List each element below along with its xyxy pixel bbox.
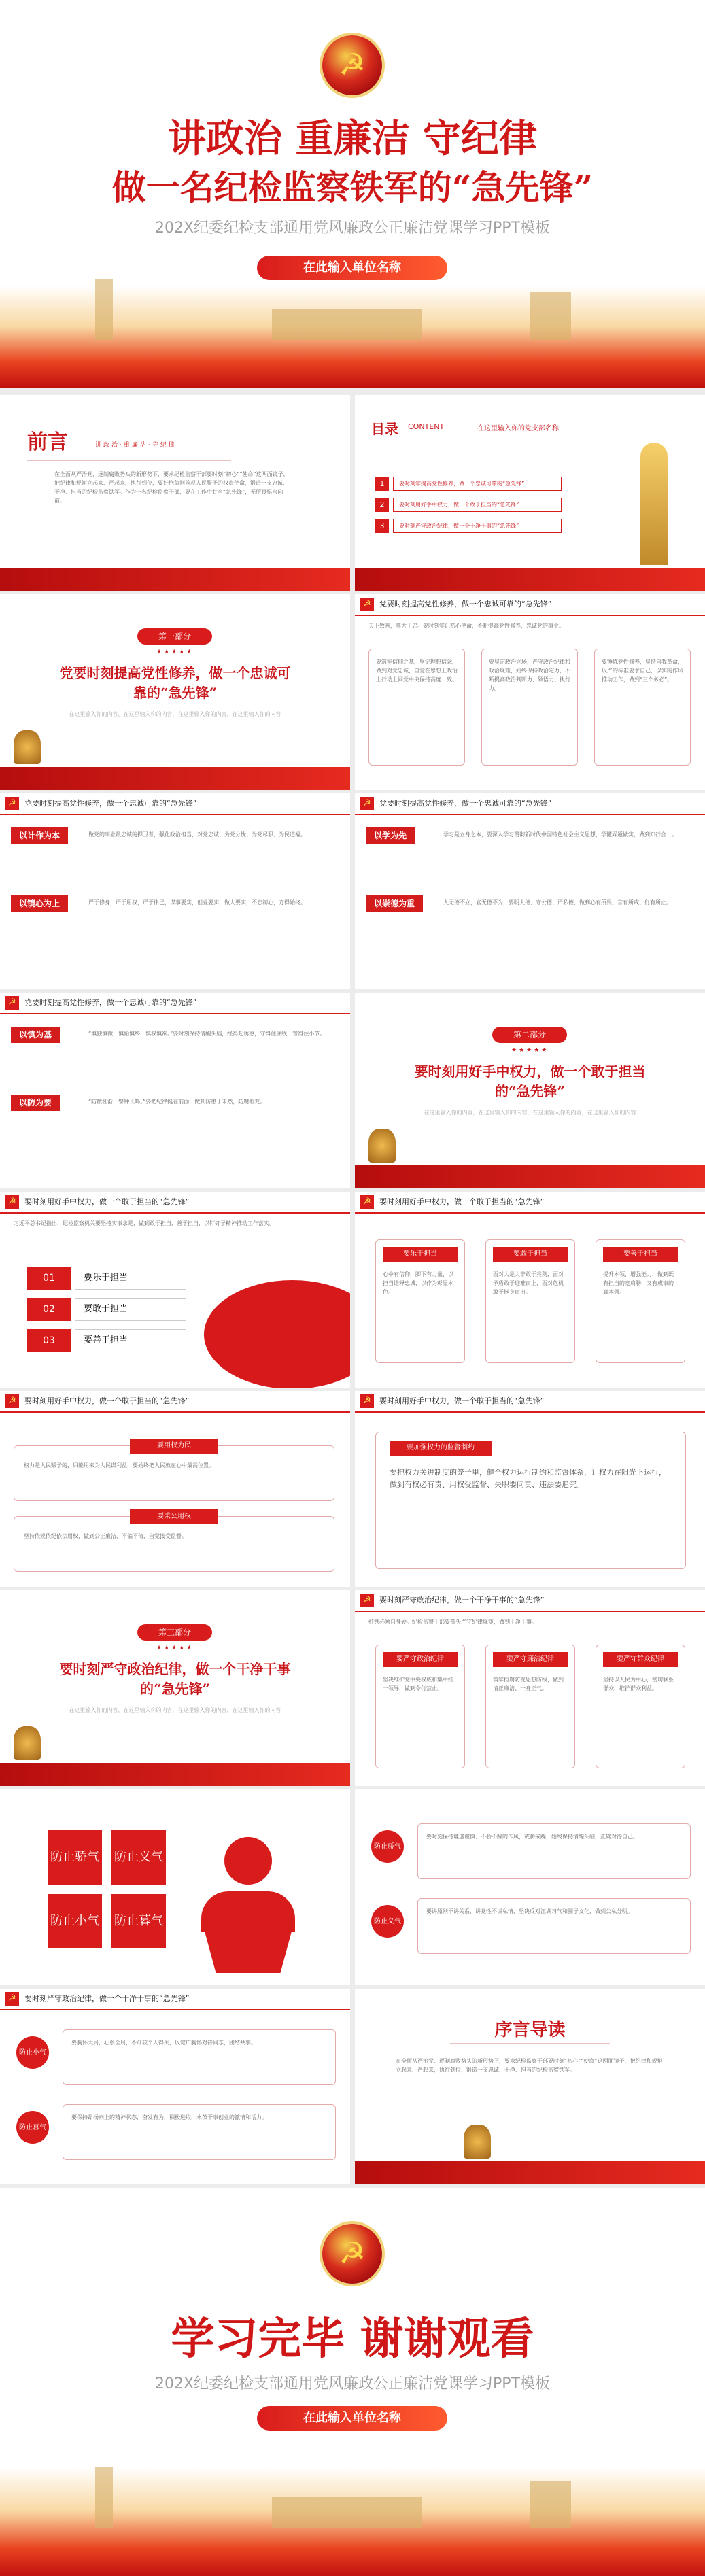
divider [27, 460, 231, 461]
slide-part2[interactable] [355, 993, 705, 1188]
guard-circle: 防止暮气 [16, 2111, 49, 2144]
slide-intro: 打铁必须自身硬。纪检监察干部要带头严守纪律规矩，做到干净干事。 [368, 1619, 537, 1625]
section-tag: 以计作为本 [11, 827, 68, 844]
section-tag: 以慎为基 [11, 1027, 60, 1043]
section-text: 做党的事业最忠诚的捍卫者，强化政治担当，对党忠诚、为党分忧、为党尽职、为民造福。 [88, 831, 306, 838]
divider [450, 2043, 610, 2044]
reading-title: 序言导读 [494, 2020, 566, 2040]
party-emblem-icon: ☭ [5, 1195, 19, 1209]
content-box: 要秉公用权 坚持依规依纪依法用权，做到公正廉洁、不偏不倚，自觉接受监督。 [14, 1516, 334, 1572]
slide-header: ☭ 要时刻用好手中权力，做一个敢于担当的“急先锋” [0, 1391, 350, 1413]
part-label: 第二部分 [492, 1027, 567, 1043]
guard-circle: 防止义气 [371, 1905, 404, 1938]
section-tag: 以学为先 [366, 827, 415, 844]
toc-item[interactable]: 3 要时刻严守政治纪律，做一个干净干事的“急先锋” [375, 519, 562, 533]
item-label: 要善于担当 [75, 1329, 186, 1352]
slide-part1[interactable] [0, 594, 350, 790]
red-ribbon [0, 767, 350, 790]
stone-lion-icon [14, 1726, 41, 1760]
cover-slide[interactable] [0, 0, 705, 388]
red-ribbon [0, 1763, 350, 1786]
huabiao-pillar-icon [640, 443, 668, 565]
podium-icon [194, 1925, 302, 1973]
preface-body: 在全面从严治党、逐制腐败势头的新形势下，要求纪检监察干部要时刻“初心”“使命”这两面镜子，把纪律和规矩立起来、严起来，执行到位，要好抱负则首观人民服予的权责使命，锻造一支忠诚、干净、担当的纪检监察铁军。作为一名纪检监察干部，要在工作中甘当“急先锋”，无所畏惧永向前。 [54, 471, 289, 504]
stars-decoration: ★★★★★ [511, 1047, 549, 1054]
content-box: 要胸怀大局，心系全局，不计较个人得失，以宽广胸怀对待同志，团结共事。 [63, 2029, 336, 2085]
cover-unit-pill: 在此输入单位名称 [257, 256, 447, 280]
party-emblem-icon: ☭ [360, 797, 374, 810]
slide-header: ☭ 党要时刻提高党性修养，做一个忠诚可靠的“急先锋” [355, 793, 705, 815]
section-tag: 以镜心为上 [11, 895, 68, 912]
item-number: 02 [27, 1298, 71, 1321]
slide-guards-detail-b[interactable] [0, 1989, 350, 2184]
end-subtitle: 202X纪委纪检支部通用党风廉政公正廉洁党课学习PPT模板 [154, 2375, 551, 2392]
content-card: 要筑牢信仰之基，坚定理想信念，做到对党忠诚，自觉在思想上政治上行动上同党中央保持高度一致。 [368, 649, 465, 766]
cover-subtitle: 202X纪委纪检支部通用党风廉政公正廉洁党课学习PPT模板 [154, 220, 551, 237]
part-title: 要时刻用好手中权力，做一个敢于担当的“急先锋” [414, 1063, 646, 1099]
slide-intro: 天下致善，莫大于忠。要时刻牢记初心使命，不断提高党性修养，忠诚党的事业。 [368, 623, 564, 629]
guard-square: 防止义气 [111, 1830, 166, 1885]
preface-tag: 讲政治·重廉洁·守纪律 [95, 442, 177, 449]
cover-title-line1: 讲政治 重廉洁 守纪律 [168, 116, 537, 161]
content-card: 要严守群众纪律 坚持以人民为中心，密切联系群众，维护群众利益。 [596, 1645, 685, 1768]
toc-title: 目录 [371, 421, 398, 437]
slide-duty-list[interactable] [0, 1192, 350, 1388]
party-emblem-icon: ☭ [5, 797, 19, 810]
slide-loyalty-cards[interactable] [355, 594, 705, 790]
content-card: 要锤炼党性修养，坚持自我革命，以严的标准要求自己，以实的作风推动工作，做到“三个务必”。 [594, 649, 691, 766]
slide-header: ☭ 党要时刻提高党性修养，做一个忠诚可靠的“急先锋” [355, 594, 705, 616]
part-label: 第三部分 [137, 1624, 212, 1641]
red-ribbon [355, 2161, 705, 2184]
skyline-building [530, 2481, 571, 2528]
preface-title: 前言 [27, 430, 68, 454]
slide-header: ☭ 要时刻用好手中权力，做一个敢于担当的“急先锋” [355, 1192, 705, 1214]
speaker-head-icon [224, 1837, 272, 1885]
slide-preface-reading[interactable] [355, 1989, 705, 2184]
red-ribbon [0, 568, 350, 591]
slide-preface[interactable] [0, 395, 350, 591]
section-text: 严于修身，严于用权，严于律己，谋事要实，创业要实，做人要实，不忘初心，方得始终。 [88, 899, 306, 906]
toc-title-en: CONTENT [408, 422, 445, 431]
skyline-gate [272, 2497, 422, 2528]
red-ribbon [355, 1165, 705, 1188]
skyline-tower [95, 279, 113, 340]
content-box: 要时刻保持谦虚谨慎、不骄不躁的作风，戒骄戒躁，始终保持清醒头脑，正确对待自己。 [417, 1823, 691, 1879]
party-emblem-icon: ☭ [360, 598, 374, 611]
party-emblem-icon: ☭ [5, 1394, 19, 1408]
skyline-building [530, 292, 571, 340]
party-emblem-icon: ☭ [360, 1394, 374, 1408]
content-card: 要严守廉洁纪律 筑牢拒腐防变思想防线，做到清正廉洁、一身正气。 [485, 1645, 575, 1768]
content-card: 要善于担当 提升本领，增强能力，做到既有担当的宽肩膀，又有成事的真本领。 [596, 1239, 685, 1363]
slide-part3[interactable] [0, 1590, 350, 1786]
slide-header: ☭ 党要时刻提高党性修养，做一个忠诚可靠的“急先锋” [0, 793, 350, 815]
slide-discipline-columns[interactable] [355, 1590, 705, 1786]
cover-title-line2: 做一名纪检监察铁军的“急先锋” [111, 167, 594, 207]
content-box: 要讲原则不讲关系，讲党性不讲私情，坚决反对江湖习气和圈子文化，做到公私分明。 [417, 1898, 691, 1954]
slide-intro: 习近平总书记指出，纪检监察机关要坚持实事求是，做到敢于担当、善于担当，以钉钉子精神推动工作落实。 [14, 1220, 275, 1226]
part-desc: 在这里输入你的内容，在这里输入你的内容，在这里输入你的内容，在这里输入你的内容 [424, 1110, 636, 1116]
content-card: 要乐于担当 心中有信仰，脚下有力量，以担当诠释忠诚，以作为彰显本色。 [375, 1239, 465, 1363]
item-label: 要敢于担当 [75, 1298, 186, 1321]
red-ribbon [355, 568, 705, 591]
stone-lion-icon [14, 730, 41, 764]
toc-item[interactable]: 1 要时刻牢提高党性修养，做一个忠诚可靠的“急先锋” [375, 477, 562, 491]
content-box: 要保持昂扬向上的精神状态，奋发有为，积极进取，永葆干事创业的激情和活力。 [63, 2104, 336, 2160]
slide-loyalty-tags[interactable] [0, 793, 350, 989]
slide-duty-columns[interactable] [355, 1192, 705, 1388]
slide-header: ☭ 要时刻严守政治纪律，做一个干净干事的“急先锋” [355, 1590, 705, 1612]
guard-square: 防止骄气 [48, 1830, 102, 1885]
red-flag-decoration [204, 1280, 350, 1388]
slide-caution-tags[interactable] [0, 993, 350, 1188]
item-number: 03 [27, 1329, 71, 1352]
content-box: 要加强权力的监督制约 要把权力关进制度的笼子里，健全权力运行制约和监督体系，让权力在阳光下运行，做到有权必有责、用权受监督、失职要问责、违法要追究。 [375, 1432, 686, 1569]
slide-power-boxes[interactable] [0, 1391, 350, 1587]
part-label: 第一部分 [137, 628, 212, 645]
guard-circle: 防止骄气 [371, 1830, 404, 1863]
slide-header: ☭ 要时刻严守政治纪律，做一个干净干事的“急先锋” [0, 1989, 350, 2010]
slide-header: ☭ 党要时刻提高党性修养，做一个忠诚可靠的“急先锋” [0, 993, 350, 1014]
party-emblem-icon: ☭ [360, 1195, 374, 1209]
slide-study-tags[interactable] [355, 793, 705, 989]
section-text: 学习是立身之本，要深入学习贯彻新时代中国特色社会主义思想，学懂弄通做实，做到知行合一。 [443, 831, 677, 838]
toc-tag: 在这里输入你的党支部名称 [477, 425, 559, 432]
item-number: 01 [27, 1267, 71, 1290]
content-card: 要严守政治纪律 坚决维护党中央权威和集中统一领导，做到令行禁止。 [375, 1645, 465, 1768]
part-title: 要时刻严守政治纪律，做一个干净干事的“急先锋” [59, 1661, 291, 1697]
party-emblem-icon: ☭ [360, 1594, 374, 1607]
part-desc: 在这里输入你的内容，在这里输入你的内容，在这里输入你的内容，在这里输入你的内容 [69, 1707, 281, 1713]
slide-header: ☭ 要时刻用好手中权力，做一个敢于担当的“急先锋” [355, 1391, 705, 1413]
end-title: 学习完毕 谢谢观看 [171, 2314, 534, 2365]
stars-decoration: ★★★★★ [156, 649, 194, 655]
toc-item[interactable]: 2 要时刻用好手中权力，做一个敢于担当的“急先锋” [375, 498, 562, 512]
slide-guards-detail-a[interactable] [355, 1789, 705, 1985]
part-desc: 在这里输入你的内容，在这里输入你的内容，在这里输入你的内容，在这里输入你的内容 [69, 711, 281, 717]
party-emblem-icon: ☭ [5, 1992, 19, 2006]
section-text: “慎独慎微，慎始慎终，慎权慎欲。”要时刻保持清醒头脑，经得起诱惑，守得住底线，管得住小节。 [88, 1031, 326, 1037]
section-tag: 以防为要 [11, 1095, 60, 1111]
slide-toc[interactable] [355, 395, 705, 591]
party-emblem-icon: ☭ [5, 996, 19, 1010]
item-label: 要乐于担当 [75, 1267, 186, 1290]
guard-circle: 防止小气 [16, 2036, 49, 2069]
slide-power-supervision[interactable] [355, 1391, 705, 1587]
section-text: “防微杜渐，警钟长鸣。”要把纪律挺在前面，做到防患于未然，防腐拒变。 [88, 1099, 266, 1105]
content-box: 要用权为民 权力是人民赋予的，只能用来为人民谋利益，要始终把人民放在心中最高位置。 [14, 1445, 334, 1501]
slide-header: ☭ 要时刻用好手中权力，做一个敢于担当的“急先锋” [0, 1192, 350, 1214]
slide-four-guards[interactable] [0, 1789, 350, 1985]
party-emblem-icon: ☭ [322, 2224, 382, 2284]
end-slide[interactable] [0, 2188, 705, 2576]
toc-list [375, 477, 562, 533]
guard-square: 防止小气 [48, 1894, 102, 1948]
content-card: 要敢于担当 面对大是大非敢于亮剑，面对矛盾敢于迎难而上，面对危机敢于挺身而出。 [485, 1239, 575, 1363]
stone-lion-icon [464, 2125, 491, 2159]
stone-lion-icon [368, 1129, 396, 1163]
section-tag: 以崇德为重 [366, 895, 423, 912]
skyline-gate [272, 309, 422, 340]
guard-square: 防止暮气 [111, 1894, 166, 1948]
part-title: 党要时刻提高党性修养，做一个忠诚可靠的“急先锋” [59, 665, 291, 701]
skyline-tower [95, 2467, 113, 2528]
party-emblem-icon: ☭ [322, 35, 382, 95]
end-unit-pill: 在此输入单位名称 [257, 2406, 447, 2431]
reading-body: 在全面从严治党、逐制腐败势头的新形势下，要求纪检监察干部要时刻“初心”“使命”这两面镜子，把纪律和规矩立起来、严起来，执行到位，锻造一支忠诚、干净、担当的纪检监察铁军。 [396, 2058, 663, 2073]
section-text: 人无德不立，官无德不为，要明大德、守公德、严私德，做到心有所畏、言有所戒、行有所止。 [443, 899, 672, 906]
stars-decoration: ★★★★★ [156, 1645, 194, 1651]
content-card: 要坚定政治立场，严守政治纪律和政治规矩，始终保持政治定力，不断提高政治判断力、领悟力、执行力。 [481, 649, 578, 766]
